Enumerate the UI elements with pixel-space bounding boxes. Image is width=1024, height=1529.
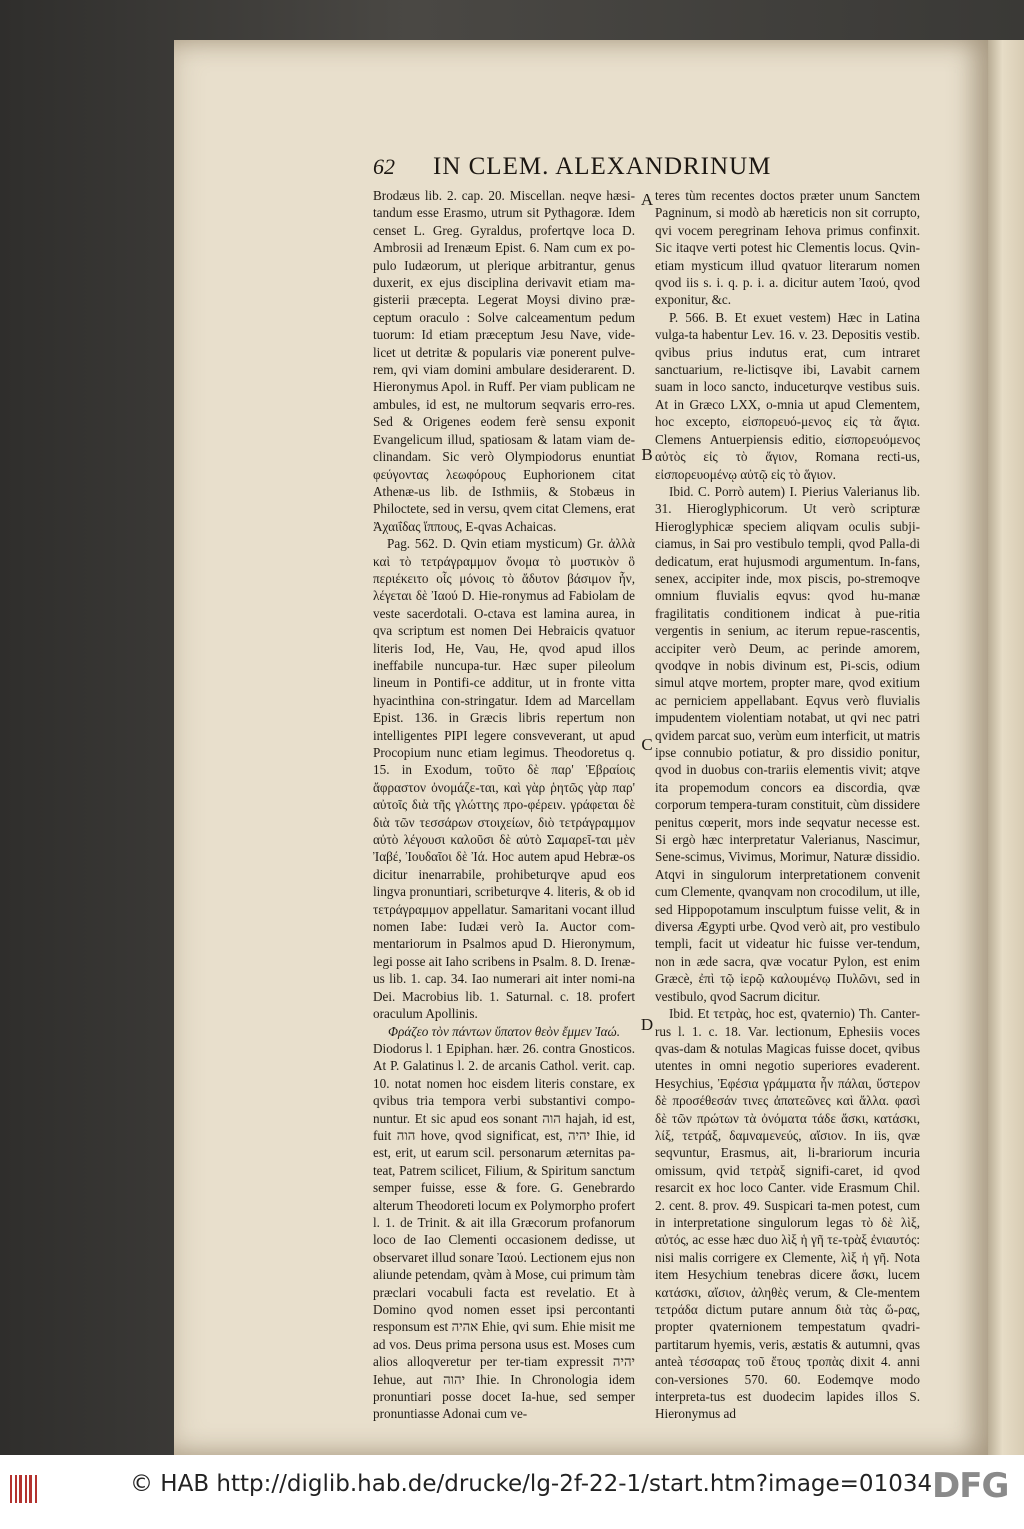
dfg-logo: DFG xyxy=(932,1466,1009,1506)
left-column xyxy=(373,187,635,1423)
right-paragraph-1: teres tùm recentes doctos præter unum Sanctem Pagninum, si modò ab hæreticis non sit corrupto, qvi vocem peregrinam Iehova primus confinxit. Sic itaqve verti potest hic Clementis locus. Qvin-etiam mysticum illud qvatuor literarum nomen qvod iis s. i. q. p. i. a. dicitur autem Ἰαού, qvod exponitur, &c. xyxy=(655,188,920,308)
page-number: 62 xyxy=(373,154,395,179)
copyright-link[interactable]: © HAB http://diglib.hab.de/drucke/lg-2f-22-1/start.htm?image=01034 xyxy=(130,1471,933,1497)
gutter-letter-d: D xyxy=(640,1015,654,1034)
right-paragraph-2: P. 566. B. Et exuet vestem) Hæc in Latina vulga-ta habentur Lev. 16. v. 23. Depositis vestib. qvibus prius indutus erat, cum intraret sanctuarium, re-lictisqve ibi, Lavabit carnem suam in loco sancto, induceturqve vestibus suis. At in Græco LXX, o-mnia ut apud Clementem, hoc excepto, εἰσπορευό-μενος εἰς τὰ ἅγια. Clemens Antuerpiensis editio, εἰσπορευόμενος αὐτὸς εἰς τὸ ἅγιον, Romana recti-us, εἰσπορευομένῳ αὐτῷ εἰς τὸ ἅγιον. xyxy=(655,309,920,482)
right-paragraph-4: Ibid. Et τετρὰς, hoc est, qvaternio) Th. Canter-rus l. 1. c. 18. Var. lectionum, Ephesiis voces qvas-dam & notulas Magicas fuisse docet, qvibus utentes in omni negotio superiores evaderent. Hesychius, Ἐφέσια γράμματα ἦν πάλαι, ὕστερον δὲ προσέθεσάν τινες ἀπατεῶνες καὶ ἄλλα. φασὶ δὲ τῶν πρώτων τὰ ὀνόματα τάδε ἄσκι, κατάσκι, λίξ, τετράξ, δαμναμενεύς, αἴσιον. In iis, qvæ seqvuntur, Erasmus, ait, li-brariorum incuria omissum, qvid τετρὰξ signifi-caret, id qvod resarcit ex hoc loco Canter. vide Erasmum Chil. 2. cent. 8. prov. 49. Suspicari ta-men potest, cum in interpretatione singulorum legas τὸ δὲ λὶξ, αὐτός, ac esse hæc duo λὶξ ἡ γῆ τε-τρὰξ ἐνιαυτός: nisi malis corrigere ex Clemente, λὶξ ἡ γῆ. Nota item Hesychium tenebras dicere ἄσκι, lucem κατάσκι, αἴσιον, ἀληθὲς verum, & Cle-mentem τετράδα dictum putare annum διὰ τὰς ὥ-ρας, propter qvaternionem tempestatum qvadri-partitarum hyemis, veris, æstatis & autumni, qvas anteà τέσσαρας τοῦ ἔτους τροπὰς dixit 4. anni con-versiones 570. 60. Eodemqve modo interpreta-tus est duodecim lapides illos S. Hieronymus ad xyxy=(655,1006,920,1422)
running-title: IN CLEM. ALEXANDRINUM xyxy=(433,153,772,180)
gutter-letter-a: A xyxy=(640,190,654,209)
page-header xyxy=(373,150,818,184)
left-paragraph-3: Diodorus l. 1 Epiphan. hær. 26. contra Gnosticos. At P. Galatinus l. 2. de arcanis Cathol. verit. cap. 10. notat nomen hoc eisdem literis constare, ex qvibus tria tempora verbi substantivi compo-nuntur. Et sic apud eos sonant הוה hajah, id est, fuit הוה hove, qvod significat, est, יהיה Ihie, id est, erit, ut earum scil. personarum æternitas pa-teat, Patrem scilicet, Filium, & Spiritum sanctum semper fuisse, esse & fore. G. Genebrardo alterum Theodoreti locum ex Polymorpho profert l. 1. de Trinit. & ait illa Græcorum profanorum loco de Iao Clementi occasionem dedisse, ut observaret illud sonare Ἰαού. Lectionem ejus non aliunde petendam, qvàm à Mose, cui primum tàm præclari vocabuli facta est revelatio. Et à Domino qvod nomen esset ipsi percontanti responsum est אהיה Ehie, qvi sum. Ehie misit me ad vos. Deus prima persona usus est. Moses cum alios alloqveretur per ter-tiam expressit יהיה Iehue, aut יהוה Ihie. In Chronologia idem pronuntiari posse docet Ia-hue, sed semper pronuntiasse Adonai cum ve- xyxy=(373,1040,635,1422)
right-column xyxy=(655,187,920,1423)
gutter-letter-c: C xyxy=(641,735,653,754)
left-paragraph-2: Pag. 562. D. Qvin etiam mysticum) Gr. ἀλλὰ καὶ τὸ τετράγραμμον ὄνομα τὸ μυστικὸν ὃ περιέκειτο οἷς μόνοις τὸ ἄδυτον βάσιμον ἦν, λέγεται δὲ Ἰαού D. Hie-ronymus ad Fabiolam de veste sacerdotali. O-ctava est lamina aurea, in qva scriptum est nomen Dei Hebraicis qvatuor literis Iod, He, Vau, He, qvod apud illos ineffabile nuncupa-tur. Hæc super pileolum lineum in Pontifi-ce additur, ut in fronte vitta hyacinthina con-stringatur. Idem ad Marcellam Epist. 136. in Græcis libris repertum non intelligentes PIPI legere consveverant, ut apud Procopium nunc etiam legimus. Theodoretus q. 15. in Exodum, τοῦτο δὲ παρ' Ἑβραίοις ἄφραστον ὀνομάζε-ται, καὶ γὰρ ῥητῶς γὰρ παρ' αὐτοῖς διὰ τῆς γλώττης προ-φέρειν. γράφεται δὲ διὰ τῶν τεσσάρων στοιχείων, διὸ τετράγραμμον αὐτὸ λέγουσι καλοῦσι δὲ αὐτὸ Σαμαρεῖ-ται μὲν Ἰαβέ, Ἰουδαῖοι δὲ Ἰά. Hoc autem apud Hebræ-os dicitur inenarrabile, prohibeturqve apud eos lingva pronuntiari, scribeturqve 4. literis, & ob id τετράγραμμον appellatur. Samaritani vocant illud nomen Iabe: Iudæi verò Ia. Auctor com-mentariorum in Psalmos apud D. Hieronymum, legi posse ait Iaho scribens in Psalm. 8. D. Irenæ-us lib. 1. cap. 34. Iao numerari ait inter nomi-na Dei. Macrobius lib. 1. Saturnal. c. 18. profert oraculum Apollinis. xyxy=(373,536,635,1022)
red-barcode-icon xyxy=(10,1475,40,1503)
gutter-letter-b: B xyxy=(641,445,653,464)
facing-page-edge xyxy=(988,40,1024,1455)
left-paragraph-1: Brodæus lib. 2. cap. 20. Miscellan. neqve hæsi-tandum esse Erasmo, utrum sit Pythagoræ. Idem censet L. Greg. Gyraldus, profertqve loca D. Ambrosii ad Irenæum Epist. 6. Nam cum ex po-pulo Iudæorum, ut plerique arbitrantur, genus duxerit, ex ejus disciplina derivavit etiam ma-gisterii præcepta. Legerat Moysi divino præ-ceptum oraculo : Solve calceamentum pedum tuorum: Id etiam præceptum Jesu Nave, vide-licet ut detritæ & popularis viæ ponerent pulve-rem, qvi viam domini ambulare desiderarent. D. Hieronymus Apol. in Ruff. Per viam publicam ne ambules, id est, ne multorum seqvaris erro-res. Sed & Origenes eodem ferè sensu exponit Evangelicum illud, spatiosam & latam viam de-clinandam. Sic verò Olympiodorus enuntiat φεύγοντας λεωφόρους Euphorionem citat Athenæ-us lib. de Isthmiis, & Stobæus in Philoctete, sed in versu, qvem citat Clemens, erat Ἀχαιΐδας ἵππους, E-qvas Achaicas. xyxy=(373,188,635,534)
right-paragraph-3: Ibid. C. Porrò autem) I. Pierius Valerianus lib. 31. Hieroglyphicorum. Ut verò scripturæ Hieroglyphicæ speciem aliqvam oculis subji-ciamus, in Sai pro vestibulo templi, qvod Palla-di dedicatum, erat hujusmodi argumentum. In-fans, senex, accipiter inde, mox piscis, po-stremoqve omnium fluvialis eqvus: qvod hu-manæ fragilitatis conditionem indicat à pue-ritia vergentis in senium, ac iterum repue-rascentis, accipiter verò Deum, ac perinde amorem, qvodqve in nobis divinum est, Pi-scis, odium simul atqve mortem, propter mare, qvod exitium ac perniciem appellabant. Eqvus verò fluvialis impudentem violentiam notabat, ut qvi nec patri qvidem parcat suo, verùm eum interficit, ut matris ipse connubio potiatur, & pro dissidio ponitur, qvod in duobus con-trariis elementis vivit; atqve ita propemodum concors ea discordia, qvæ corporum tempera-turam constituit, cùm dissidere penitus cœperit, mors inde seqvatur necesse est. Si ergò hæc interpretatur Valerianus, Nascimur, Sene-scimus, Vivimus, Morimur, Naturæ dissidio. Atqvi in singulorum interpretationem convenit cum Clemente, qvanqvam non crocodilum, ut ille, sed Hippopotamum insculptum fuisse velit, & in diversa Ægypti urbe. Qvod verò ait, pro vestibulo templi, facit ut videatur hic fuisse ver-tendum, non in æde sacra, qvæ vocatur Pylon, est enim Græcè, ἐπὶ τῷ ἱερῷ καλουμένῳ Πυλῶνι, sed in vestibulo, qvod Sacrum dicitur. xyxy=(655,483,920,1004)
left-verse: Φράζεο τὸν πάντων ὕπατον θεὸν ἔμμεν Ἰαώ. xyxy=(387,1023,621,1039)
